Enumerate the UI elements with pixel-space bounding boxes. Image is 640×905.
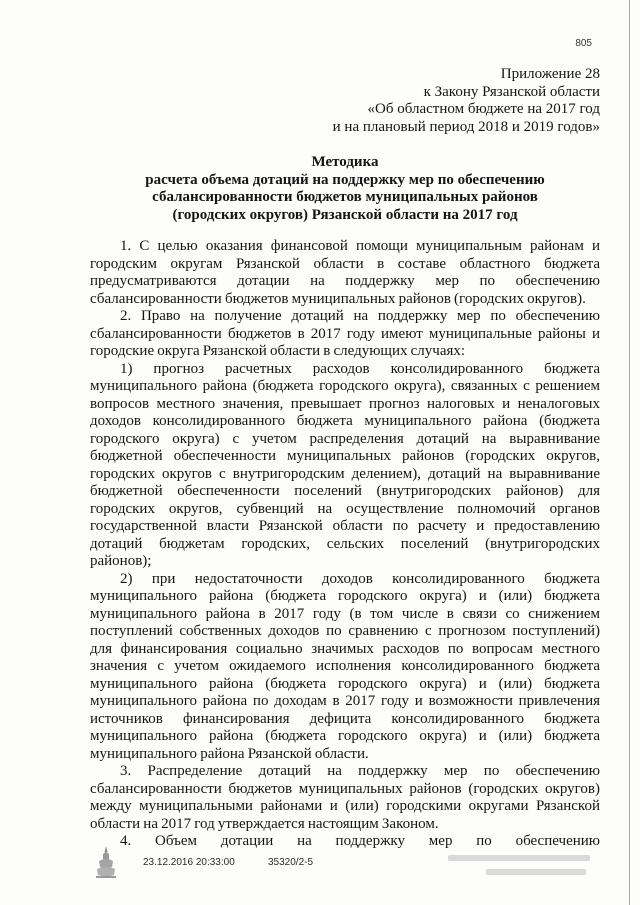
paragraph-line: городские округа Рязанской области в следующих случаях: <box>90 343 466 359</box>
document-title <box>90 154 600 225</box>
paragraph-line: городского округа) с учетом распределения дотаций на выравнивание <box>90 430 600 447</box>
footer-document-code: 35320/2-5 <box>268 857 314 868</box>
scan-edge-line <box>629 0 630 905</box>
title-line: (городских округов) Рязанской области на 2017 год <box>172 207 518 224</box>
paragraph <box>90 763 600 833</box>
paragraph-line: городских округов, субвенций на осуществление полномочий органов <box>90 500 600 517</box>
paragraph-line: для финансирования социально значимых расходов по вопросам местного <box>90 640 600 657</box>
paragraph-line: сбалансированности бюджетов муниципальных районов (городских округов). <box>90 290 586 307</box>
paragraph-line: сбалансированности бюджетов муниципальных районов (городских округов) <box>90 780 600 797</box>
title-line: сбалансированности бюджетов муниципальных районов <box>152 189 538 206</box>
document-body <box>90 238 600 851</box>
paragraph-line: значения с учетом ожидаемого исполнения консолидированного бюджета <box>90 658 600 674</box>
paragraph-line: дотаций бюджетам городских, сельских поселений (внутригородских <box>90 535 600 552</box>
paragraph-line: между муниципальными районами и (или) городскими округами Рязанской <box>90 798 600 814</box>
page-footer <box>0 842 640 886</box>
emblem-icon <box>94 844 118 880</box>
paragraph <box>90 308 600 361</box>
paragraph-line: источников финансирования дефицита консолидированного бюджета <box>90 710 600 727</box>
paragraph-line: 1. С целью оказания финансовой помощи муниципальным районам и <box>120 238 600 254</box>
page-number: 805 <box>575 38 592 49</box>
paragraph-line: 4. Объем дотации на поддержку мер по обеспечению <box>120 833 600 849</box>
appendix-line: «Об областном бюджете на 2017 год <box>367 101 600 118</box>
paragraph-line: области на 2017 год утверждается настоящим Законом. <box>90 815 439 832</box>
paragraph <box>90 571 600 764</box>
paragraph-line: муниципального района (бюджета городского округа) и (или) бюджета <box>90 588 600 604</box>
paragraph-line: доходов консолидированного бюджета муниципального района (бюджета <box>90 413 600 429</box>
paragraph-line: муниципального района (бюджета городского округа) и (или) бюджета <box>90 675 600 692</box>
paragraph-line: бюджетной обеспеченности поселений (внутригородских районов) для <box>90 483 600 499</box>
paragraph-line: муниципального района в 2017 году (в том числе в связи со снижением <box>90 605 600 622</box>
paragraph-line: городским округам Рязанской области в составе областного бюджета <box>90 255 600 272</box>
appendix-header <box>240 66 600 137</box>
paragraph <box>90 361 600 571</box>
footer-timestamp: 23.12.2016 20:33:00 <box>143 857 235 868</box>
appendix-line: Приложение 28 <box>500 66 600 82</box>
paragraph-line: 3. Распределение дотаций на поддержку мер по обеспечению <box>120 763 600 779</box>
paragraph-line: 2) при недостаточности доходов консолидированного бюджета <box>120 570 600 587</box>
paragraph-line: вопросов местного значения, превышает прогноз налоговых и неналоговых <box>90 395 600 412</box>
paragraph-line: 1) прогноз расчетных расходов консолидированного бюджета <box>120 360 600 377</box>
title-line: расчета объема дотаций на поддержку мер по обеспечению <box>145 171 545 188</box>
paragraph-line: районов); <box>90 553 152 569</box>
appendix-line: к Закону Рязанской области <box>423 83 600 100</box>
appendix-line: и на плановый период 2018 и 2019 годов» <box>332 119 600 136</box>
paragraph-line: муниципального района по доходам в 2017 году и возможности привлечения <box>90 693 600 709</box>
paragraph-line: государственной власти Рязанской области по расчету и предоставлению <box>90 518 600 534</box>
paragraph-line: 2. Право на получение дотаций на поддержку мер по обеспечению <box>120 308 600 324</box>
paragraph-line: муниципального района (бюджета городского округа) и (или) бюджета <box>90 728 600 744</box>
paragraph-line: бюджетной обеспеченности муниципальных районов (городских округов, <box>90 448 600 464</box>
paragraph <box>90 238 600 308</box>
paragraph-line: предусматриваются дотации на поддержку мер по обеспечению <box>90 273 600 289</box>
paragraph-line: поступлений собственных доходов по сравнению с прогнозом поступлений) <box>90 623 600 639</box>
paragraph-line: муниципального района (бюджета городского округа), связанных с решением <box>90 378 600 394</box>
faint-stamp <box>448 852 590 882</box>
paragraph-line: муниципального района Рязанской области. <box>90 745 369 762</box>
paragraph-line: городских округов с внутригородским делением), дотаций на выравнивание <box>90 465 600 482</box>
paragraph-line: сбалансированности бюджетов в 2017 году имеют муниципальные районы и <box>90 325 600 342</box>
title-line: Методика <box>311 154 379 170</box>
